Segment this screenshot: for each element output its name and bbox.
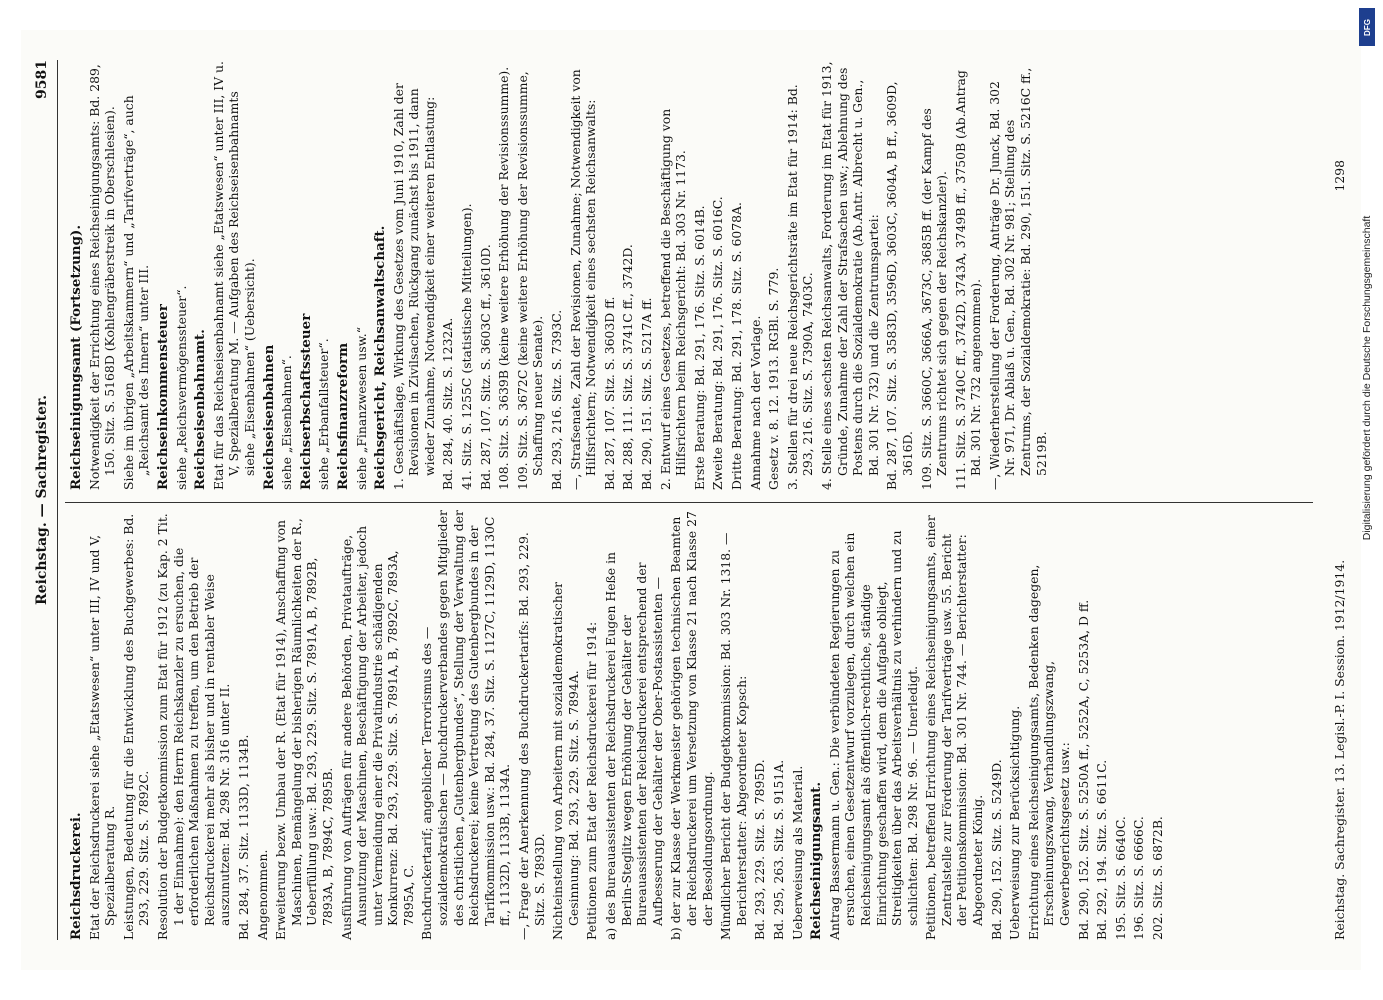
index-entry: Bd. 288, 111. Sitz. S. 3741C ff., 3742D. <box>620 244 636 490</box>
index-entry: Buchdruckertarif; angeblicher Terrorismus des — sozialdemokratischen — Buchdruckerverbandes gegen Mitglieder des christlichen „Gutenbergbundes“, Stellung der Verwaltung der Reichsdruckerei; keine Vertretung des Gutenbergbundes in der Tarifkommission usw.: Bd. 284, 37. Sitz. S. 1127C, 1129D, 1130C ff., 1132D, 1133B, 1134A. <box>419 510 513 940</box>
index-section <box>299 60 332 490</box>
running-title: Reichstag. — Sachregister. <box>34 395 50 605</box>
page-number: 9581 <box>34 60 50 99</box>
index-entry: Notwendigkeit der Errichtung eines Reichseinigungsamts: Bd. 289, 150. Sitz. S. 5168D (Kohlengräberstreik in Oberschlesien). <box>86 64 118 490</box>
digitization-note <box>1357 8 1377 748</box>
page-header <box>29 60 55 940</box>
index-entry: Bd. 287, 107. Sitz. S. 3583D, 3596D, 3603C, 3604A, B ff., 3609D, 3616D. <box>884 81 915 490</box>
index-entry: Erste Beratung: Bd. 291, 176. Sitz. S. 6014B. <box>691 205 707 490</box>
index-entry: Annahme nach der Vorlage. <box>747 315 763 490</box>
index-entry: Bd. 284, 37. Sitz. 1133D, 1134B. <box>235 734 251 940</box>
index-entry: Siehe im übrigen „Arbeitskammern“ und „Tarifverträge“, auch „Reichsamt des Innern“ unter III. <box>120 95 152 490</box>
section-heading: Reichserbschaftssteuer <box>297 313 314 490</box>
index-entry: Errichtung eines Reichseinigungsamts, Bedenken dagegen, Erscheinungszwang, Verhandlungszwang, Gewerbegerichtsgesetz usw.: <box>1025 564 1073 940</box>
index-entry: 108. Sitz. S. 3639B (keine weitere Erhöhung der Revisionssumme). <box>496 66 512 490</box>
index-entry: siehe „Erbanfallsteuer“. <box>316 338 332 490</box>
index-entry: Mündlicher Bericht der Budgetkommission: Bd. 303 Nr. 1318. — Berichterstatter: Abgeordneter Kopsch: <box>718 532 749 940</box>
index-entry: Ueberweisung zur Berücksichtigung. <box>1007 705 1023 940</box>
index-entry: —, Wiederherstellung der Forderung, Anträge Dr. Junck, Bd. 302 Nr. 971, Dr. Ablaß u. Gen., Bd. 302 Nr. 981; Stellung des Zentrums, der Sozialdemokratie: Bd. 290, 151. Sitz. S. 5216C ff., 5219B. <box>986 67 1049 490</box>
footer-number: 1298 <box>1332 160 1347 192</box>
index-entry: Bd. 287, 107. Sitz. S. 3603C ff., 3610D. <box>477 244 493 490</box>
section-heading: Reichsgericht, Reichsanwaltschaft. <box>372 225 389 490</box>
index-entry: Bd. 287, 107. Sitz. S. 3603D ff. <box>601 296 617 490</box>
section-heading: Reichseinkommensteuer <box>154 304 171 490</box>
index-entry: Resolution der Budgetkommission zum Etat für 1912 (zu Kap. 2 Tit. 1 der Einnahme): den Herrn Reichskanzler zu ersuchen, die erforderlichen Maßnahmen zu treffen, um den Betrieb der Reichsdruckerei mehr als bisher und in rentabler Weise auszunutzen: Bd. 298 Nr. 316 unter II. <box>154 513 233 940</box>
index-entry: Bd. 284, 40. Sitz. S. 1232A. <box>440 317 456 490</box>
index-entry: 41. Sitz. S. 1255C (statistische Mitteilungen). <box>459 203 475 490</box>
index-entry: Etat der Reichsdruckerei siehe „Etatswesen“ unter III, IV und V, Spezialberatung R. <box>86 534 118 940</box>
section-heading: Reichsfinanzreform <box>334 342 351 490</box>
left-column <box>65 510 1169 940</box>
dfg-logo-text: DFG <box>1362 18 1372 36</box>
index-entry: 109. Sitz. S. 3672C (keine weitere Erhöhung der Revisionssumme, Schaffung neuer Senate). <box>514 71 546 490</box>
index-entry: Bd. 290, 151. Sitz. S. 5217A ff. <box>639 297 654 490</box>
section-heading: Reichseisenbahnamt. <box>192 329 209 490</box>
section-heading: Reichseinigungsamt (Fortsetzung). <box>68 225 84 490</box>
index-entry: Antrag Bassermann u. Gen.: Die verbündeten Regierungen zu ersuchen, einen Gesetzentwurf vorzulegen, durch welchen ein Reichseinigungsamt als öffentlich-rechtliche, ständige Einrichtung geschaffen wird, dem die Aufgabe obliegt, Streitigkeiten über das Arbeitsverhältnis zu verhindern und zu schlichten: Bd. 298 Nr. 96. — Unerledigt. <box>826 530 920 940</box>
index-section <box>336 60 369 490</box>
index-entry: Angenommen. <box>254 849 270 940</box>
index-entry: Bd. 292, 194. Sitz. S. 6611C. <box>1094 759 1110 940</box>
index-entry: 202. Sitz. S. 6872B. <box>1150 816 1165 940</box>
index-entry: Etat für das Reichseisenbahnamt siehe „Etatswesen“ unter III, IV u. V, Spezialberatung M. — Aufgaben des Reichseisenbahnamts siehe „Eisenbahnen“ (Uebersicht). <box>210 61 257 490</box>
section-reichsdruckerei <box>69 510 805 940</box>
section-heading: Reichseisenbahnen <box>260 344 277 490</box>
index-section <box>373 60 1049 490</box>
index-section <box>193 60 257 490</box>
index-entry: siehe „Finanzwesen usw.“ <box>353 326 369 490</box>
index-entry: Petitionen zum Etat der Reichsdruckerei für 1914: <box>584 621 600 940</box>
section-reichseinigungsamt <box>809 510 1165 940</box>
index-section <box>262 60 295 490</box>
index-entry: Ueberweisung als Material. <box>789 765 805 940</box>
index-entry: siehe „Eisenbahnen“. <box>279 355 295 490</box>
index-entry: 1. Geschäftslage, Wirkung des Gesetzes vom Juni 1910, Zahl der Revisionen in Zivilsachen, Rückgang zunächst bis 1911, dann wieder Zunahme, Notwendigkeit einer weiteren Entlastung: <box>390 83 437 490</box>
index-entry: siehe „Reichsvermögenssteuer“. <box>173 285 189 490</box>
index-entry: 111. Sitz. S. 3740C ff., 3742D, 3743A, 3749B ff., 3750B (Ab.Antrag Bd. 301 Nr. 732 angenommen). <box>952 70 984 490</box>
index-entry: Bd. 290, 152. Sitz. S. 5250A ff., 5252A, C, 5253A, D ff. <box>1075 599 1091 940</box>
page-footer <box>1332 60 1347 940</box>
index-entry: 196. Sitz. S. 6666C. <box>1131 816 1147 940</box>
index-entry: Bd. 293, 229. Sitz. S. 7895D. <box>752 759 768 940</box>
section-heading: Reichseinigungsamt. <box>808 781 825 940</box>
index-entry: Bd. 290, 152. Sitz. S. 5249D. <box>988 759 1004 940</box>
footer-citation: Reichstag. Sachregister. 13. Legisl.-P. I. Session. 1912/1914. <box>1332 559 1347 940</box>
right-column <box>65 60 1052 490</box>
index-entry: 109. Sitz. S. 3660C, 3666A, 3673C, 3685B ff. (der Kampf des Zentrums richtet sich gegen der Reichskanzler). <box>918 108 950 490</box>
index-section <box>156 60 189 490</box>
index-entry: b) der zur Klasse der Werkmeister gehörigen technischen Beamten der Reichsdruckerei um Versetzung von Klasse 21 nach Klasse 27 der Besoldungsordnung. <box>668 511 715 940</box>
index-entry: Ausführung von Aufträgen für andere Behörden, Privataufträge, Ausnutzung der Maschinen, Beschäftigung der Arbeiter, jedoch unter Vermeidung einer die Privatindustrie schädigenden Konkurrenz: Bd. 293, 229. Sitz. S. 7891A, B, 7892C, 7893A, 7895A, C. <box>338 525 416 940</box>
index-entry: Leistungen, Bedeutung für die Entwicklung des Buchgewerbes: Bd. 293, 229. Sitz. S. 7892C. <box>120 513 152 940</box>
index-entry: a) des Bureauassistenten der Reichsdruckerei Eugen Heße in Berlin-Steglitz wegen Erhöhung der Gehälter der Bureauassistenten der Reichsdruckerei entsprechend der Aufbesserung der Gehälter der Ober-Postassistenten — <box>603 551 665 940</box>
index-entry: 3. Stellen für drei neue Reichsgerichtsräte im Etat für 1914: Bd. 293, 216. Sitz. S. 7390A, 7403C. <box>784 84 816 490</box>
dfg-logo <box>1359 8 1375 46</box>
section-heading: Reichsdruckerei. <box>68 812 84 940</box>
header-rule <box>57 60 58 940</box>
digitization-note-text: Digitalisierung gefördert durch die Deutsche Forschungsgemeinschaft <box>1361 215 1373 541</box>
index-entry: 195. Sitz. S. 6640C. <box>1112 816 1128 940</box>
index-entry: Dritte Beratung: Bd. 291, 178. Sitz. S. 6078A. <box>728 202 744 490</box>
column-divider <box>65 502 1313 503</box>
index-entry: —, Strafsenate, Zahl der Revisionen, Zunahme; Notwendigkeit von Hilfsrichtern; Notwendigkeit eines sechsten Reichsanwalts: <box>567 69 599 490</box>
rotated-page <box>21 30 1361 970</box>
index-entry: 2. Entwurf eines Gesetzes, betreffend die Beschäftigung von Hilfsrichtern beim Reichsgericht: Bd. 303 Nr. 1173. <box>657 108 689 490</box>
index-entry: Bd. 293, 216. Sitz. S. 7393C. <box>549 309 565 490</box>
index-entry: 4. Stelle eines sechsten Reichsanwalts, Forderung im Etat für 1913, Gründe, Zunahme der Zahl der Strafsachen usw.; Ablehnung des Postens durch die Sozialdemokratie (Ab.Antr. Albrecht u. Gen., Bd. 301 Nr. 732) und die Zentrumspartei: <box>818 61 881 490</box>
index-entry: Nichteinstellung von Arbeitern mit sozialdemokratischer Gesinnung: Bd. 293, 229. Sitz. S. 7894A. <box>550 581 581 940</box>
index-entry: —, Frage der Anerkennung des Buchdruckertarifs: Bd. 293, 229. Sitz. S. 7893D. <box>516 532 547 940</box>
index-entry: Zweite Beratung: Bd. 291, 176. Sitz. S. 6016C. <box>710 196 726 490</box>
index-section <box>69 60 152 490</box>
index-entry: Gesetz v. 8. 12. 1913. RGBl. S. 779. <box>766 267 782 490</box>
index-entry: Petitionen, betreffend Errichtung eines Reichseinigungsamts, einer Zentralstelle zur Förderung der Tarifverträge usw. 55. Bericht der Petitionskommission: Bd. 301 Nr. 744. — Berichterstatter: Abgeordneter König. <box>923 515 986 940</box>
index-entry: Bd. 295, 263. Sitz. S. 9151A. <box>770 759 786 940</box>
index-entry: Erweiterung bezw. Umbau der R. (Etat für 1914), Anschaffung von Maschinen, Bemängelung der bisherigen Räumlichkeiten der R., Ueberfüllung usw.: Bd. 293, 229. Sitz. S. 7891A, B, 7892B, 7893A, B, 7894C, 7895B. <box>273 518 335 940</box>
